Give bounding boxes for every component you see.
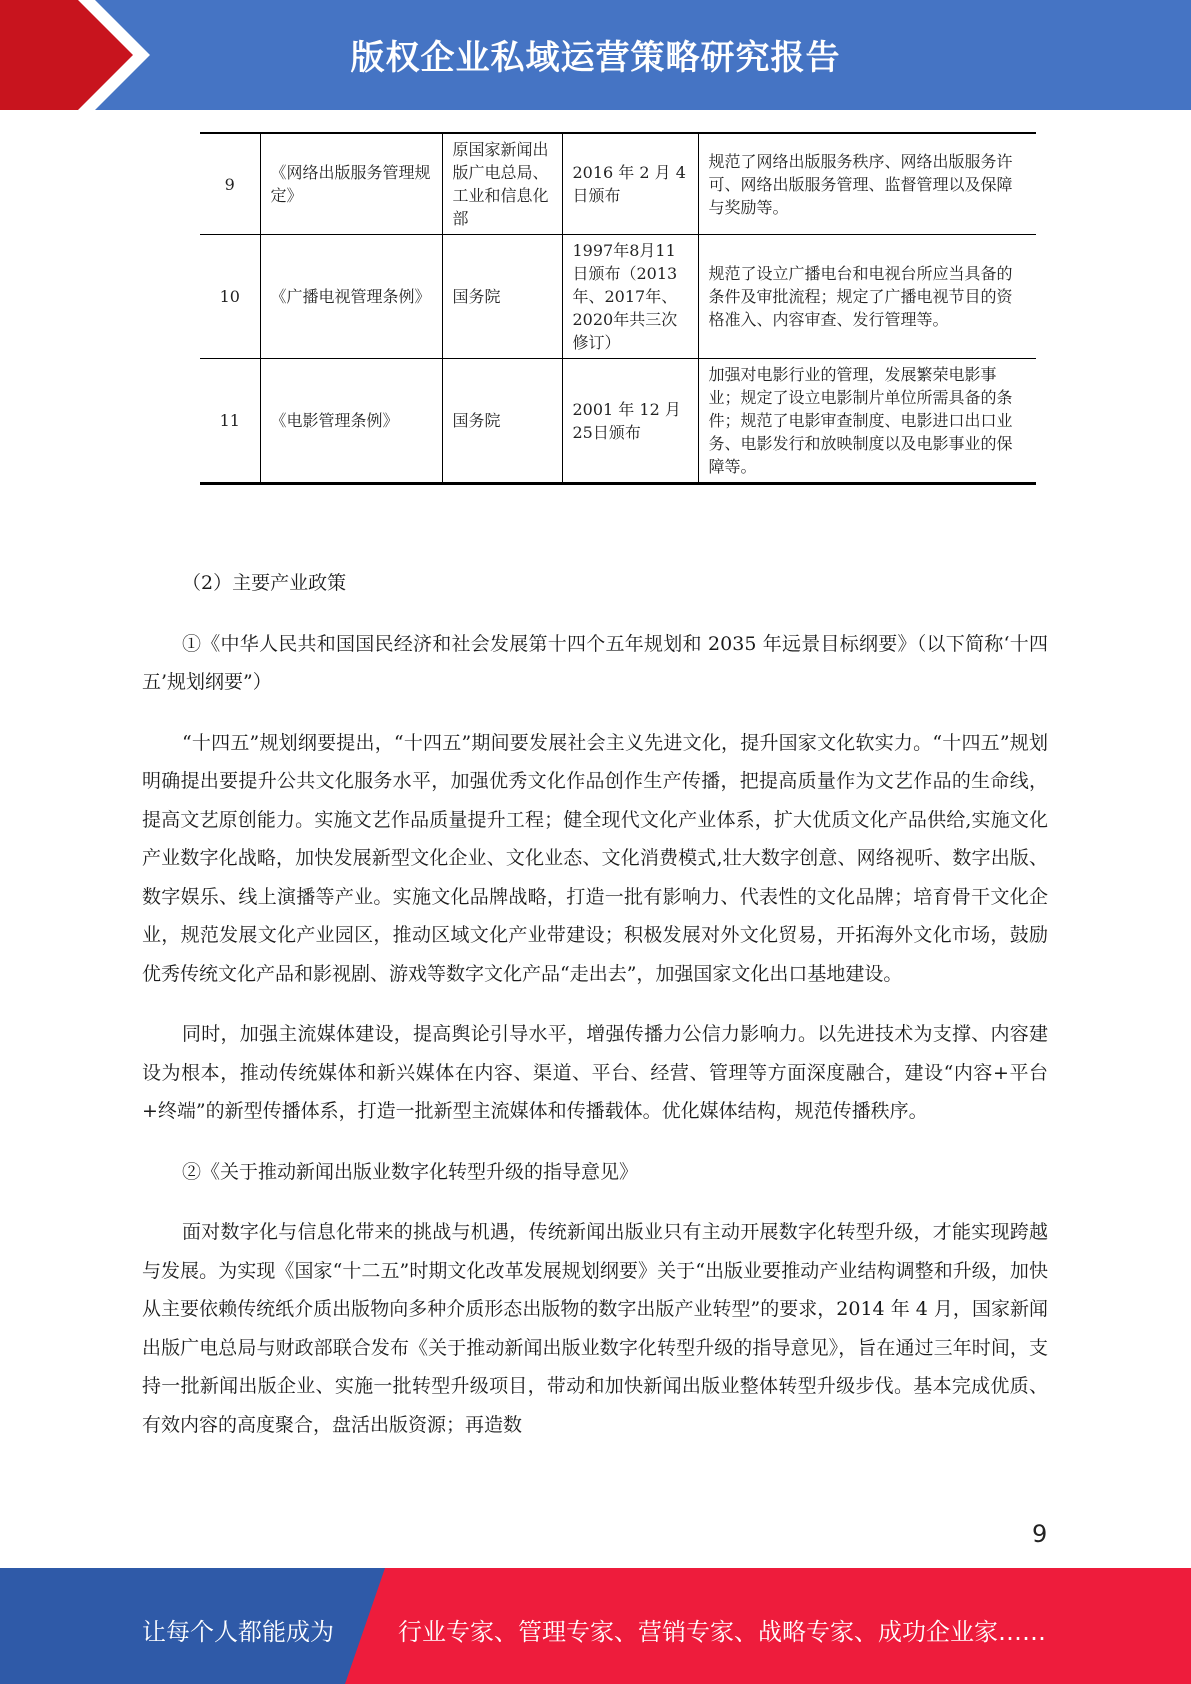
row-number: 9 xyxy=(200,133,260,235)
regulations-table xyxy=(200,132,1036,485)
main-content xyxy=(142,564,1048,1444)
policy-item-title: ②《关于推动新闻出版业数字化转型升级的指导意见》 xyxy=(182,1160,639,1183)
issue-date: 2001 年 12 月 25日颁布 xyxy=(562,359,698,484)
footer-slogan-left: 让每个人都能成为 xyxy=(142,1618,334,1646)
table-row xyxy=(200,235,1036,359)
description: 规范了网络出版服务秩序、网络出版服务许可、网络出版服务管理、监督管理以及保障与奖励等。 xyxy=(698,133,1036,235)
regulation-name: 《电影管理条例》 xyxy=(260,359,442,484)
issuer: 原国家新闻出版广电总局、工业和信息化部 xyxy=(442,133,562,235)
header-title: 版权企业私域运营策略研究报告 xyxy=(350,38,841,78)
regulation-name: 《广播电视管理条例》 xyxy=(260,235,442,359)
issue-date: 1997年8月11日颁布（2013年、2017年、2020年共三次修订） xyxy=(562,235,698,359)
description: 加强对电影行业的管理，发展繁荣电影事业；规定了设立电影制片单位所需具备的条件；规范了电影审查制度、电影进口出口业务、电影发行和放映制度以及电影事业的保障等。 xyxy=(698,359,1036,484)
issuer: 国务院 xyxy=(442,359,562,484)
page-footer xyxy=(0,1568,1191,1684)
issue-date: 2016 年 2 月 4 日颁布 xyxy=(562,133,698,235)
paragraph: “十四五”规划纲要提出，“十四五”期间要发展社会主义先进文化，提升国家文化软实力。“十四五”规划明确提出要提升公共文化服务水平，加强优秀文化作品创作生产传播，把提高质量作为文艺作品的生命线，提高文艺原创能力。实施文艺作品质量提升工程；健全现代文化产业体系，扩大优质文化产品供给,实施文化产业数字化战略，加快发展新型文化企业、文化业态、文化消费模式,壮大数字创意、网络视听、数字出版、数字娱乐、线上演播等产业。实施文化品牌战略，打造一批有影响力、代表性的文化品牌；培育骨干文化企业，规范发展文化产业园区，推动区域文化产业带建设；积极发展对外文化贸易，开拓海外文化市场，鼓励优秀传统文化产品和影视剧、游戏等数字文化产品“走出去”，加强国家文化出口基地建设。 xyxy=(142,731,1048,985)
policy-item-title: ①《中华人民共和国国民经济和社会发展第十四个五年规划和 2035 年远景目标纲要》（以下简称‘十四五’规划纲要”） xyxy=(142,632,1048,693)
paragraph: 面对数字化与信息化带来的挑战与机遇，传统新闻出版业只有主动开展数字化转型升级，才能实现跨越与发展。为实现《国家“十二五”时期文化改革发展规划纲要》关于“出版业要推动产业结构调整和升级，加快从主要依赖传统纸介质出版物向多种介质形态出版物的数字出版产业转型”的要求，2014 年 4 月，国家新闻出版广电总局与财政部联合发布《关于推动新闻出版业数字化转型升级的指导意见》，旨在通过三年时间，支持一批新闻出版企业、实施一批转型升级项目，带动和加快新闻出版业整体转型升级步伐。基本完成优质、有效内容的高度聚合，盘活出版资源；再造数 xyxy=(142,1221,1048,1436)
issuer: 国务院 xyxy=(442,235,562,359)
paragraph: 同时，加强主流媒体建设，提高舆论引导水平，增强传播力公信力影响力。以先进技术为支撑、内容建设为根本，推动传统媒体和新兴媒体在内容、渠道、平台、经营、管理等方面深度融合，建设“内容+平台+终端”的新型传播体系，打造一批新型主流媒体和传播载体。优化媒体结构，规范传播秩序。 xyxy=(142,1023,1048,1122)
regulation-name: 《网络出版服务管理规定》 xyxy=(260,133,442,235)
row-number: 10 xyxy=(200,235,260,359)
section-title: （2）主要产业政策 xyxy=(182,572,347,594)
footer-slogan-right: 行业专家、管理专家、营销专家、战略专家、成功企业家…… xyxy=(398,1618,1046,1646)
page-number: 9 xyxy=(1032,1520,1048,1548)
table-row xyxy=(200,133,1036,235)
row-number: 11 xyxy=(200,359,260,484)
page-header xyxy=(0,0,1191,110)
description: 规范了设立广播电台和电视台所应当具备的条件及审批流程；规定了广播电视节目的资格准入、内容审查、发行管理等。 xyxy=(698,235,1036,359)
table-row xyxy=(200,359,1036,484)
